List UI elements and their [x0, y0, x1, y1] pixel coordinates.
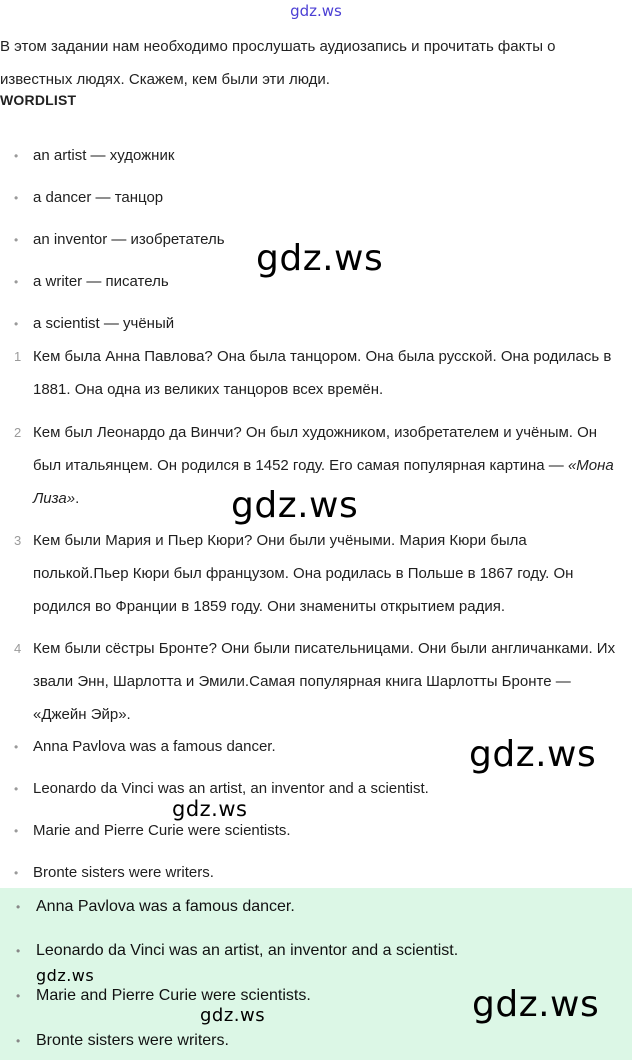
wordlist-heading: WORDLIST [0, 92, 77, 108]
numbered-item [14, 340, 626, 406]
item-number: 4 [14, 641, 22, 656]
watermark: gdz.ws [200, 1005, 266, 1026]
intro-text: В этом задании нам необходимо прослушать аудиозапись и прочитать факты о известных людях. Скажем, кем были эти люди. [0, 38, 556, 88]
bullet-icon: • [14, 149, 19, 163]
painting-title: «Мона Лиза» [33, 457, 614, 507]
numbered-item [14, 524, 626, 623]
highlighted-answer-text: Leonardo da Vinci was an artist, an inventor and a scientist. [36, 942, 459, 959]
wordlist-item-text: a scientist — учёный [33, 315, 175, 332]
wordlist-item [14, 231, 225, 248]
item-text: Кем были Мария и Пьер Кюри? Они были учёными. Мария Кюри была полькой.Пьер Кюри был французом. Она родилась в Польше в 1867 году. Он родился во Франции в 1859 году. Они знамениты открытием радия. [33, 532, 574, 615]
highlighted-answer-text: Anna Pavlova was a famous dancer. [36, 898, 295, 915]
highlighted-answer-item [16, 898, 295, 916]
wordlist-item-text: a writer — писатель [33, 273, 169, 290]
wordlist-item-text: an artist — художник [33, 147, 175, 164]
bullet-icon: • [14, 782, 19, 796]
answer-text: Leonardo da Vinci was an artist, an inventor and a scientist. [33, 780, 429, 797]
bullet-icon: • [14, 866, 19, 880]
bullet-icon: • [16, 900, 21, 914]
answer-text: Marie and Pierre Curie were scientists. [33, 822, 291, 839]
wordlist-item [14, 147, 174, 164]
bullet-icon: • [14, 740, 19, 754]
answer-item [14, 780, 429, 797]
bullet-icon: • [14, 824, 19, 838]
answer-item [14, 822, 291, 839]
wordlist-item-text: a dancer — танцор [33, 189, 164, 206]
answer-text: Anna Pavlova was a famous dancer. [33, 738, 276, 755]
wordlist-item [14, 273, 169, 290]
highlighted-answer-item [16, 942, 458, 960]
item-number: 3 [14, 533, 22, 548]
watermark: gdz.ws [172, 797, 248, 821]
top-watermark: gdz.ws [290, 2, 342, 20]
item-text: Кем были сёстры Бронте? Они были писательницами. Они были англичанками. Их звали Энн, Шарлотта и Эмили.Самая популярная книга Шарлотты Бронте — «Джейн Эйр». [33, 640, 616, 723]
highlighted-answer-item [16, 987, 311, 1005]
watermark: gdz.ws [36, 966, 95, 985]
highlighted-answer-text: Marie and Pierre Curie were scientists. [36, 987, 311, 1004]
bullet-icon: • [16, 989, 21, 1003]
bullet-icon: • [16, 944, 21, 958]
watermark: gdz.ws [472, 984, 600, 1025]
numbered-item [14, 632, 626, 731]
bullet-icon: • [14, 275, 19, 289]
wordlist-item [14, 189, 163, 206]
item-text-part: Кем был Леонардо да Винчи? Он был художником, изобретателем и учёным. Он был итальянцем. Он родился в 1452 году. Его самая популярная картина — [33, 424, 598, 474]
answer-item [14, 864, 214, 881]
watermark: gdz.ws [469, 734, 597, 775]
bullet-icon: • [14, 233, 19, 247]
bullet-icon: • [14, 317, 19, 331]
item-text-part: . [75, 490, 80, 507]
item-text: Кем была Анна Павлова? Она была танцором. Она была русской. Она родилась в 1881. Она одна из великих танцоров всех времён. [33, 348, 612, 398]
item-number: 1 [14, 349, 22, 364]
highlighted-answer-item [16, 1032, 229, 1050]
wordlist-item [14, 315, 174, 332]
answer-text: Bronte sisters were writers. [33, 864, 214, 881]
bullet-icon: • [16, 1034, 21, 1048]
watermark: gdz.ws [231, 485, 359, 526]
bullet-icon: • [14, 191, 19, 205]
item-number: 2 [14, 425, 22, 440]
watermark: gdz.ws [256, 238, 384, 279]
answer-item [14, 738, 276, 755]
wordlist-item-text: an inventor — изобретатель [33, 231, 225, 248]
highlighted-answer-text: Bronte sisters were writers. [36, 1032, 229, 1049]
